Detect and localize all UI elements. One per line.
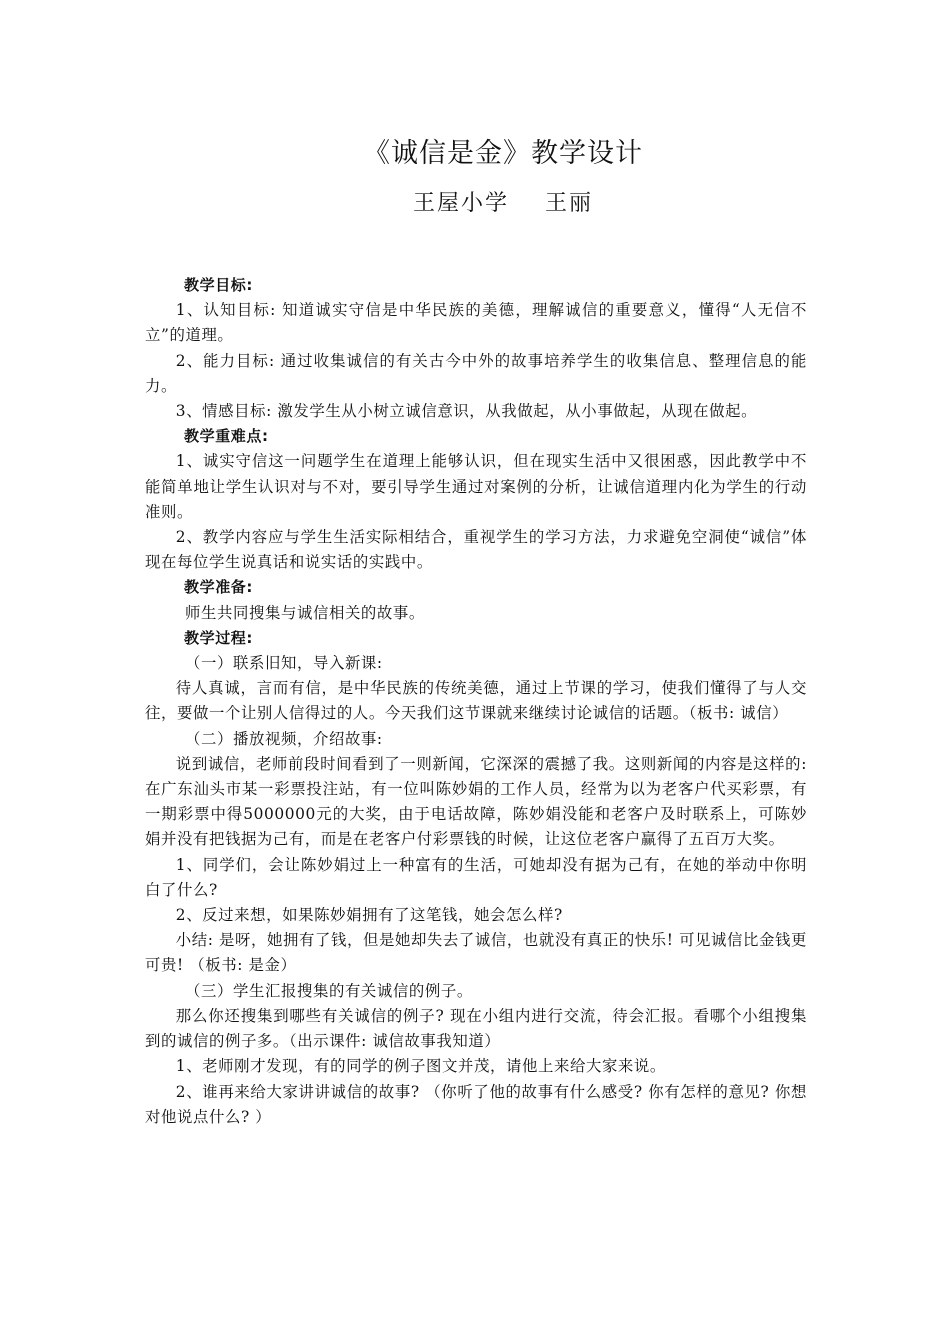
body-paragraph: 师生共同搜集与诚信相关的故事。 bbox=[185, 603, 425, 622]
body-paragraph: 1、同学们，会让陈妙娟过上一种富有的生活，可她却没有据为己有，在她的举动中你明白了什么? bbox=[145, 855, 807, 899]
process-step-heading: （一）联系旧知，导入新课: bbox=[185, 654, 383, 673]
body-paragraph: 2、反过来想，如果陈妙娟拥有了这笔钱，她会怎么样? bbox=[175, 906, 563, 925]
section-heading-objectives: 教学目标: bbox=[184, 276, 253, 294]
document-author-line: 王屋小学 王丽 bbox=[413, 191, 593, 216]
body-paragraph: 那么你还搜集到哪些有关诚信的例子? 现在小组内进行交流，待会汇报。看哪个小组搜集到的诚信的例子多。（出示课件: 诚信故事我知道） bbox=[145, 1006, 807, 1051]
document-title: 《诚信是金》教学设计 bbox=[363, 138, 643, 169]
body-paragraph: 1、诚实守信这一问题学生在道理上能够认识，但在现实生活中又很困惑，因此教学中不能简单地让学生认识对与不对，要引导学生通过对案例的分析，让诚信道理内化为学生的行动准则。 bbox=[145, 452, 807, 521]
section-heading-key-points: 教学重难点: bbox=[184, 427, 269, 446]
document-body bbox=[145, 273, 807, 1130]
process-step-heading: （二）播放视频，介绍故事: bbox=[185, 729, 383, 748]
body-paragraph: 说到诚信，老师前段时间看到了一则新闻，它深深的震撼了我。这则新闻的内容是这样的: 在广东汕头市某一彩票投注站，有一位叫陈妙娟的工作人员，经常为以为老客户代买彩票，有一期彩票中得5000000元的大奖，由于电话故障，陈妙娟没能和老客户及时联系上，可陈妙娟并没有把钱据为己有，而是在老客户付彩票钱的时候，让这位老客户赢得了五百万大奖。 bbox=[145, 754, 807, 849]
section-heading-process: 教学过程: bbox=[184, 628, 253, 647]
section-heading-preparation: 教学准备: bbox=[184, 578, 253, 597]
body-paragraph: 2、能力目标: 通过收集诚信的有关古今中外的故事培养学生的收集信息、整理信息的能力。 bbox=[145, 351, 807, 395]
body-paragraph: 1、认知目标: 知道诚实守信是中华民族的美德，理解诚信的重要意义，懂得“人无信不立”的道理。 bbox=[145, 301, 807, 345]
process-step-heading: （三）学生汇报搜集的有关诚信的例子。 bbox=[185, 981, 473, 1000]
body-paragraph: 2、谁再来给大家讲讲诚信的故事? （你听了他的故事有什么感受? 你有怎样的意见? 你想对他说点什么? ） bbox=[145, 1082, 807, 1126]
body-paragraph: 小结: 是呀，她拥有了钱，但是她却失去了诚信，也就没有真正的快乐! 可见诚信比金钱更可贵! （板书: 是金） bbox=[145, 931, 807, 975]
body-paragraph: 待人真诚，言而有信，是中华民族的传统美德，通过上节课的学习，使我们懂得了与人交往，要做一个让别人信得过的人。今天我们这节课就来继续讨论诚信的话题。（板书: 诚信） bbox=[145, 679, 807, 723]
body-paragraph: 3、情感目标: 激发学生从小树立诚信意识，从我做起，从小事做起，从现在做起。 bbox=[175, 402, 758, 421]
body-paragraph: 2、教学内容应与学生生活实际相结合，重视学生的学习方法，力求避免空洞使“诚信”体现在每位学生说真话和说实话的实践中。 bbox=[145, 528, 807, 572]
body-paragraph: 1、老师刚才发现，有的同学的例子图文并茂，请他上来给大家来说。 bbox=[175, 1057, 666, 1076]
